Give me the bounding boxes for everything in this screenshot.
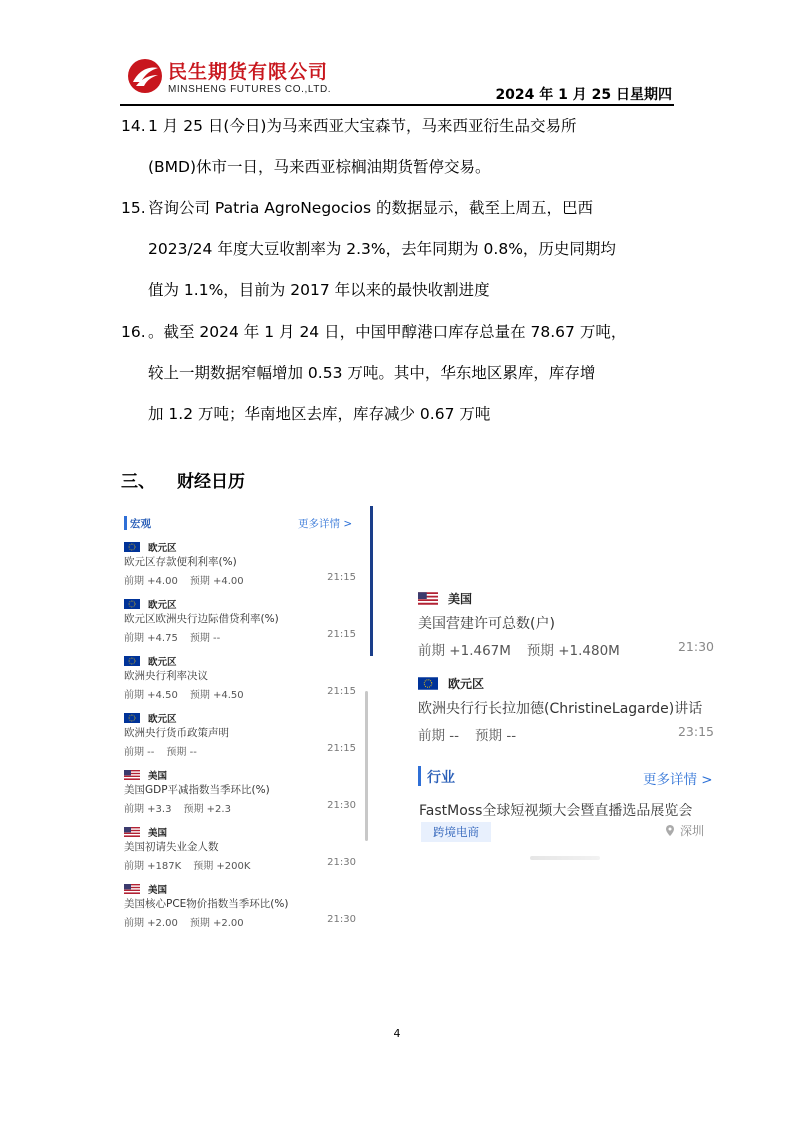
location-text: 深圳 [680, 824, 705, 838]
item-line: 较上一期数据窄幅增加 0.53 万吨。其中，华东地区累库，库存增 [148, 364, 596, 382]
macro-header: 宏观 [130, 518, 151, 530]
event-region: 美国 [148, 828, 168, 839]
event-prev: 前期 +4.50 [124, 690, 178, 701]
event-title: 美国核心PCE物价指数当季环比(%) [124, 898, 289, 910]
news-item-15 [121, 188, 681, 311]
item-number: 14. [121, 117, 146, 135]
report-date: 2024 年 1 月 25 日星期四 [495, 87, 672, 103]
item-line: 咨询公司 Patria AgroNegocios 的数据显示，截至上周五，巴西 [148, 199, 593, 217]
event-values [124, 743, 197, 758]
industry-tag[interactable]: 跨境电商 [421, 822, 491, 842]
item-line: 1 月 25 日(今日)为马来西亚大宝森节，马来西亚衍生品交易所 [148, 117, 577, 135]
event-region: 欧元区 [448, 677, 485, 691]
event-values [418, 639, 620, 659]
event-title: 欧洲央行利率决议 [124, 670, 208, 682]
event-title: 美国营建许可总数(户) [418, 616, 555, 632]
scrollbar[interactable] [365, 691, 368, 841]
page-number: 4 [393, 1027, 401, 1040]
event-prev: 前期 +2.00 [124, 918, 178, 929]
event-prev: 前期 +187K [124, 861, 182, 872]
event-region: 欧元区 [148, 657, 177, 668]
news-item-14 [121, 106, 681, 188]
event-title: 美国初请失业金人数 [124, 841, 219, 853]
event-time: 21:15 [327, 686, 356, 697]
item-line: 2023/24 年度大豆收割率为 2.3%，去年同期为 0.8%，历史同期均 [148, 240, 616, 258]
event-region: 欧元区 [148, 543, 177, 554]
industry-header: 行业 [427, 770, 455, 786]
event-values [124, 914, 244, 929]
event-forecast: 预期 +1.480M [526, 643, 620, 659]
event-time: 21:30 [327, 857, 356, 868]
event-time: 21:15 [327, 572, 356, 583]
event-title: 欧元区欧洲央行边际借贷利率(%) [124, 613, 279, 625]
macro-more-link[interactable]: 更多详情 > [298, 518, 353, 530]
calendar-event[interactable] [124, 711, 356, 766]
industry-accent-bar [418, 766, 421, 786]
industry-location [666, 822, 704, 839]
calendar-event[interactable] [124, 654, 356, 709]
industry-event-title[interactable]: FastMoss全球短视频大会暨直播选品展览会 [419, 803, 693, 819]
event-forecast: 预期 +2.00 [189, 918, 244, 929]
event-forecast: 预期 -- [166, 747, 197, 758]
event-time: 21:30 [677, 639, 714, 654]
event-forecast: 预期 -- [189, 633, 221, 644]
location-pin-icon [666, 825, 674, 836]
event-prev: 前期 +1.467M [418, 643, 511, 659]
event-title: 欧洲央行货币政策声明 [124, 727, 229, 739]
event-time: 23:15 [677, 724, 714, 739]
event-region: 美国 [148, 885, 168, 896]
event-values [124, 572, 244, 587]
event-forecast: 预期 -- [475, 728, 517, 744]
us-flag-icon [418, 592, 438, 605]
event-prev: 前期 +4.75 [124, 633, 178, 644]
event-forecast: 预期 +2.3 [183, 804, 231, 815]
event-prev: 前期 +3.3 [124, 804, 172, 815]
company-name-en: MINSHENG FUTURES CO.,LTD. [168, 84, 332, 95]
calendar-macro-panel [120, 506, 374, 931]
section-title [121, 467, 245, 492]
eu-flag-icon [124, 542, 140, 552]
event-region: 美国 [148, 771, 168, 782]
eu-flag-icon [124, 713, 140, 723]
event-values [124, 686, 244, 701]
event-region: 欧元区 [148, 600, 177, 611]
event-title: 美国GDP平减指数当季环比(%) [124, 784, 270, 796]
event-region: 欧元区 [148, 714, 177, 725]
industry-more-link[interactable]: 更多详情 > [643, 772, 713, 788]
calendar-event[interactable] [124, 825, 356, 880]
item-number: 15. [121, 199, 146, 217]
item-line: 加 1.2 万吨；华南地区去库，库存减少 0.67 万吨 [148, 405, 491, 423]
section-index: 三、 [121, 472, 155, 492]
truncated-row [530, 856, 600, 860]
event-title: 欧元区存款便利利率(%) [124, 556, 237, 568]
event-values [124, 800, 231, 815]
macro-accent-bar [124, 516, 127, 530]
eu-flag-icon [124, 656, 140, 666]
us-flag-icon [124, 827, 140, 837]
section-heading: 财经日历 [177, 472, 245, 492]
panel-divider [370, 506, 373, 656]
us-flag-icon [124, 884, 140, 894]
event-forecast: 预期 +200K [193, 861, 251, 872]
event-values [418, 724, 516, 744]
news-item-16 [121, 312, 681, 435]
company-name-cn: 民生期货有限公司 [168, 61, 329, 83]
event-time: 21:30 [327, 800, 356, 811]
event-values [124, 629, 220, 644]
calendar-event[interactable] [124, 540, 356, 595]
eu-flag-icon [418, 677, 438, 690]
company-logo-icon [127, 58, 163, 94]
calendar-event[interactable] [124, 597, 356, 652]
event-prev: 前期 +4.00 [124, 576, 178, 587]
event-prev: 前期 -- [418, 728, 460, 744]
event-values [124, 857, 250, 872]
item-line: 值为 1.1%，目前为 2017 年以来的最快收割进度 [148, 281, 490, 299]
event-forecast: 预期 +4.00 [189, 576, 244, 587]
event-prev: 前期 -- [124, 747, 155, 758]
event-time: 21:15 [327, 629, 356, 640]
item-line: 。截至 2024 年 1 月 24 日，中国甲醇港口库存总量在 78.67 万吨， [148, 323, 627, 341]
calendar-event[interactable] [124, 882, 356, 937]
item-number: 16. [121, 323, 146, 341]
event-region: 美国 [448, 592, 473, 606]
event-title: 欧洲央行行长拉加德(ChristineLagarde)讲话 [418, 701, 703, 717]
item-line: (BMD)休市一日，马来西亚棕榈油期货暂停交易。 [148, 158, 491, 176]
event-time: 21:15 [327, 743, 356, 754]
eu-flag-icon [124, 599, 140, 609]
us-flag-icon [124, 770, 140, 780]
calendar-event[interactable] [124, 768, 356, 823]
event-forecast: 预期 +4.50 [189, 690, 244, 701]
event-time: 21:30 [327, 914, 356, 925]
